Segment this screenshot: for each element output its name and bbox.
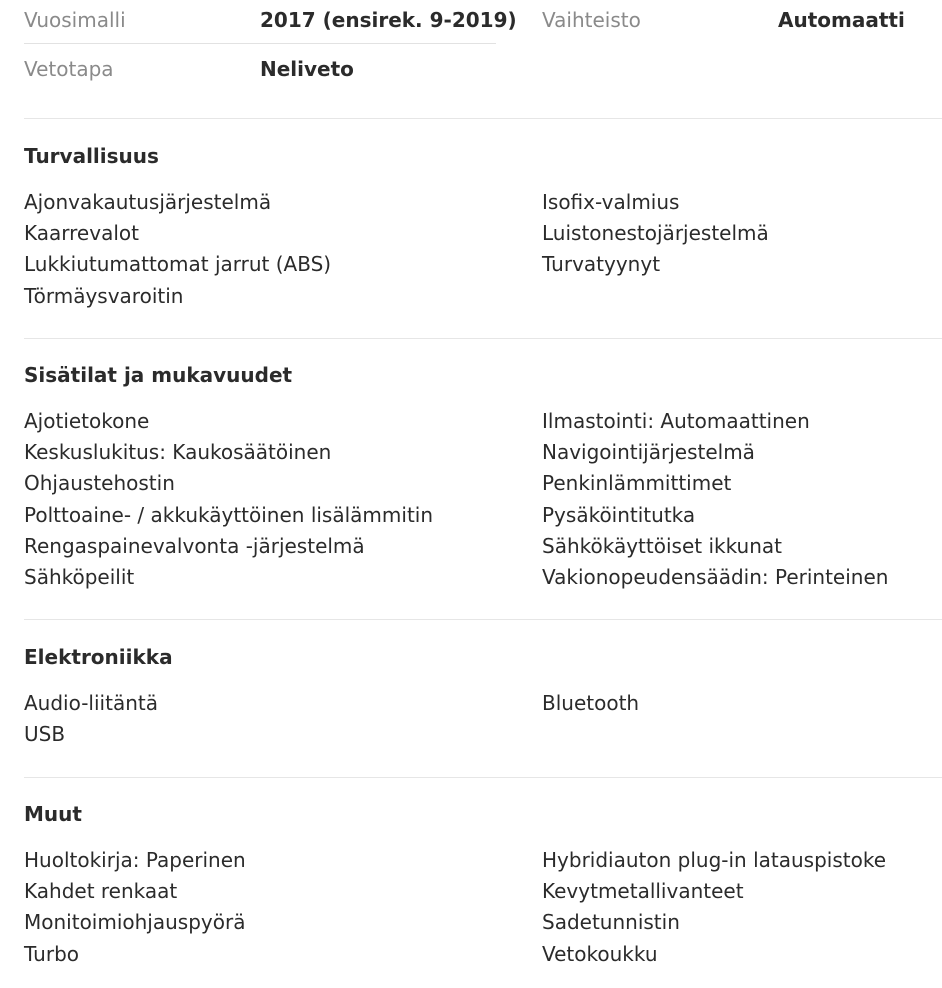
list-item: Sähköpeilit <box>24 565 135 590</box>
drive-value: Neliveto <box>260 57 354 81</box>
list-item: Törmäysvaroitin <box>24 283 184 308</box>
feature-list-right <box>542 688 639 719</box>
drive-label: Vetotapa <box>24 57 114 81</box>
list-item: Turbo <box>24 941 80 966</box>
spec-row-drive <box>24 49 496 89</box>
feature-list-left <box>24 187 331 312</box>
model-year-label: Vuosimalli <box>24 8 126 32</box>
section-title: Muut <box>24 802 82 826</box>
section-electronics <box>24 642 942 752</box>
model-year-value: 2017 (ensirek. 9-2019) <box>260 8 517 32</box>
section-divider <box>24 118 942 119</box>
list-item: Sadetunnistin <box>542 910 680 935</box>
feature-list-left <box>24 688 158 750</box>
list-item: Pysäköintitutka <box>542 502 696 527</box>
transmission-value: Automaatti <box>778 8 905 32</box>
section-divider <box>24 619 942 620</box>
feature-list-right <box>542 406 888 593</box>
list-item: Turvatyynyt <box>542 252 661 277</box>
section-other <box>24 799 942 974</box>
section-title: Turvallisuus <box>24 144 159 168</box>
list-item: Sähkökäyttöiset ikkunat <box>542 533 783 558</box>
list-item: Bluetooth <box>542 691 640 715</box>
row-divider <box>24 43 496 44</box>
list-item: Vakionopeudensäädin: Perinteinen <box>542 565 889 590</box>
list-item: Luistonestojärjestelmä <box>542 221 769 246</box>
list-item: Navigointijärjestelmä <box>542 440 755 465</box>
feature-list-right <box>542 187 769 281</box>
list-item: Ilmastointi: Automaattinen <box>542 409 810 433</box>
list-item: Keskuslukitus: Kaukosäätöinen <box>24 440 332 465</box>
section-safety <box>24 141 942 311</box>
list-item: Kaarrevalot <box>24 221 139 246</box>
section-divider <box>24 338 942 339</box>
list-item: USB <box>24 722 66 747</box>
section-title: Elektroniikka <box>24 645 173 669</box>
list-item: Ajonvakautusjärjestelmä <box>24 190 272 214</box>
spec-row-model-year <box>24 0 517 40</box>
transmission-label: Vaihteisto <box>542 8 641 32</box>
list-item: Polttoaine- / akkukäyttöinen lisälämmitin <box>24 502 434 527</box>
list-item: Audio-liitäntä <box>24 691 158 715</box>
list-item: Monitoimiohjauspyörä <box>24 910 246 935</box>
list-item: Rengaspainevalvonta -järjestelmä <box>24 533 365 558</box>
list-item: Vetokoukku <box>542 941 658 966</box>
list-item: Huoltokirja: Paperinen <box>24 848 246 872</box>
section-divider <box>24 777 942 778</box>
list-item: Lukkiutumattomat jarrut (ABS) <box>24 252 332 277</box>
feature-list-left <box>24 845 246 970</box>
list-item: Hybridiauton plug-in latauspistoke <box>542 848 887 872</box>
list-item: Ohjaustehostin <box>24 471 175 496</box>
feature-list-left <box>24 406 433 593</box>
spec-row-transmission <box>542 0 942 40</box>
section-title: Sisätilat ja mukavuudet <box>24 363 293 387</box>
list-item: Ajotietokone <box>24 409 150 433</box>
section-interior <box>24 360 942 595</box>
list-item: Kevytmetallivanteet <box>542 879 744 904</box>
feature-list-right <box>542 845 886 970</box>
list-item: Isofix-valmius <box>542 190 680 214</box>
list-item: Kahdet renkaat <box>24 879 178 904</box>
list-item: Penkinlämmittimet <box>542 471 732 496</box>
